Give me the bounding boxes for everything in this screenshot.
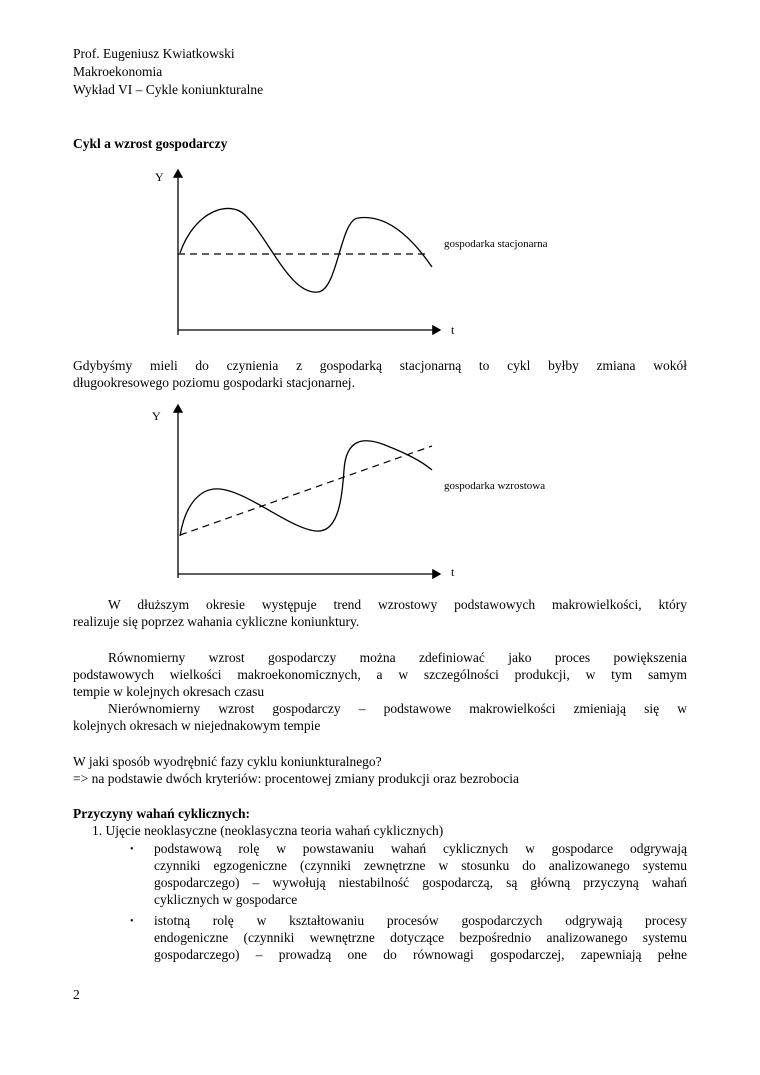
bullet-dot-2: • (130, 916, 134, 927)
bullet2-line2: endogeniczne (czynniki wewnętrzne dotyczące bezpośrednio analizowanego systemu (154, 930, 687, 945)
question-line2: => na podstawie dwóch kryteriów: procentowej zmiany produkcji oraz bezrobocia (73, 771, 519, 786)
para4-line2: kolejnych okresach w niejednakowym tempie (73, 718, 321, 733)
fig1-x-label: t (451, 323, 455, 337)
header-author: Prof. Eugeniusz Kwiatkowski (73, 46, 235, 61)
section-title-cycle-growth: Cykl a wzrost gospodarczy (73, 136, 228, 151)
question-line1: W jaki sposób wyodrębnić fazy cyklu koniunkturalnego? (73, 754, 382, 769)
section-title-causes: Przyczyny wahań cyklicznych: (73, 806, 250, 821)
list-item-neoclassical: 1. Ujęcie neoklasyczne (neoklasyczna teoria wahań cyklicznych) (92, 823, 444, 838)
fig2-trend-line (180, 446, 432, 535)
para1-line2: długookresowego poziomu gospodarki stacjonarnej. (73, 375, 355, 390)
header-course: Makroekonomia (73, 64, 163, 79)
fig1-y-label: Y (155, 170, 164, 184)
para3-line2: podstawowych wielkości makroekonomicznych, a w szczególności produkcji, w tym samym (73, 667, 687, 682)
para3-line3: tempie w kolejnych okresach czasu (73, 684, 265, 699)
page-number: 2 (73, 987, 80, 1002)
bullet1-line3: gospodarczego) – wywołują niestabilność gospodarczą, są główną przyczyną wahań (154, 875, 687, 890)
para4-line1: Nierównomierny wzrost gospodarczy – podstawowe makrowielkości zmieniają się w (108, 701, 687, 716)
fig2-curve-label: gospodarka wzrostowa (444, 480, 546, 492)
bullet1-line4: cyklicznych w gospodarce (154, 892, 298, 907)
para1-line1: Gdybyśmy mieli do czynienia z gospodarką stacjonarną to cykl byłby zmiana wokół (73, 358, 687, 373)
bullet2-line1: istotną rolę w kształtowaniu procesów gospodarczych odgrywają procesy (154, 913, 687, 928)
bullet1-line2: czynniki egzogeniczne (czynniki zewnętrzne w stosunku do analizowanego systemu (154, 858, 687, 873)
bullet-dot-1: • (130, 844, 134, 855)
fig2-y-label: Y (152, 409, 161, 423)
bullet2-line3: gospodarczego) – prowadzą one do równowagi gospodarczej, zapewniają pełne (154, 947, 687, 962)
fig1-curve-label: gospodarka stacjonarna (444, 238, 548, 250)
para3-line1: Równomierny wzrost gospodarczy można zdefiniować jako proces powiększenia (108, 650, 687, 665)
header-lecture: Wykład VI – Cykle koniunkturalne (73, 82, 264, 97)
para2-line2: realizuje się poprzez wahania cykliczne koniunktury. (73, 614, 360, 629)
fig1-cycle-curve (180, 208, 432, 292)
para2-line1: W dłuższym okresie występuje trend wzrostowy podstawowych makrowielkości, który (108, 597, 687, 612)
bullet1-line1: podstawową rolę w powstawaniu wahań cyklicznych w gospodarce odgrywają (154, 841, 687, 856)
fig2-x-label: t (451, 565, 455, 579)
